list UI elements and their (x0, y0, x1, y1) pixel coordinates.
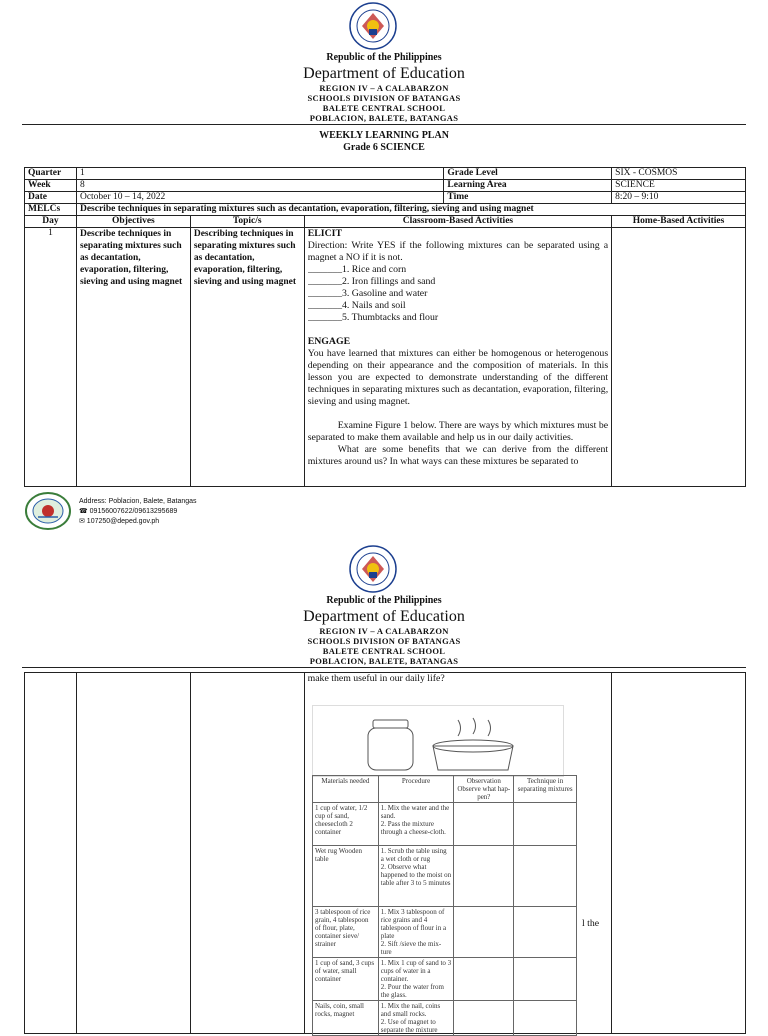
col-classroom: Classroom-Based Activities (304, 216, 611, 228)
location-text-page2: POBLACION, BALETE, BATANGAS (309, 656, 459, 666)
school-logo (24, 491, 72, 531)
figure-procedure: 1. Mix 3 tablespoon of rice grains and 4 tablespoon of flour in a plate 2. Sift /sieve the mix-ture (378, 907, 454, 958)
area-value: SCIENCE (612, 180, 746, 192)
figure-header: Procedure (378, 776, 454, 803)
figure-procedure: 1. Scrub the table using a wet cloth or rug 2. Observe what happened to the moist on table after 3 to 5 minutes (378, 846, 454, 907)
school-text-page2: BALETE CENTRAL SCHOOL (322, 646, 446, 656)
time-value: 8:20 – 9:10 (612, 192, 746, 204)
figure-materials: Wet rug Wooden table (313, 846, 379, 907)
engage-paragraph: What are some benefits that we can derive from the different mixtures around us? In what ways can these mixtures be separated to (307, 444, 609, 467)
topics-cell-continued (190, 673, 304, 1034)
figure-observation (454, 846, 514, 907)
elicit-item: _______1. Rice and corn (307, 264, 407, 275)
date-value: October 10 – 14, 2022 (76, 192, 443, 204)
footer-email: ✉ 107250@deped.gov.ph (79, 518, 160, 525)
figure-technique (514, 958, 577, 1001)
figure-materials: Nails, coin, small rocks, magnet (313, 1001, 379, 1036)
figure-materials: 1 cup of water, 1/2 cup of sand, cheesecloth 2 container (313, 803, 379, 846)
republic-text-page2: Republic of the Philippines (326, 595, 442, 606)
area-label: Learning Area (444, 180, 612, 192)
time-label: Time (444, 192, 612, 204)
figure-observation (454, 958, 514, 1001)
location-text: POBLACION, BALETE, BATANGAS (309, 113, 459, 123)
day-cell-continued (25, 673, 77, 1034)
engage-paragraph: Examine Figure 1 below. There are ways by which mixtures must be separated to make them available and help us in our daily activities. (307, 420, 609, 443)
engage-title: ENGAGE (307, 336, 351, 347)
quarter-value: 1 (76, 168, 443, 180)
week-value: 8 (76, 180, 443, 192)
objectives-cell-continued (76, 673, 190, 1034)
elicit-title: ELICIT (307, 228, 342, 239)
figure-technique (514, 1001, 577, 1036)
figure-technique (514, 846, 577, 907)
week-label: Week (25, 180, 77, 192)
plan-table (24, 167, 746, 487)
figure-materials: 1 cup of sand, 3 cups of water, small container (313, 958, 379, 1001)
deped-seal-top (349, 2, 397, 50)
day-cell: 1 (25, 228, 77, 487)
department-title-page2: Department of Education (303, 608, 465, 625)
elicit-item: _______5. Thumbtacks and flour (307, 312, 439, 323)
figure-procedure: 1. Mix 1 cup of sand to 3 cups of water in a container. 2. Pour the water from the glass. (378, 958, 454, 1001)
department-title: Department of Education (303, 65, 465, 82)
figure-technique (514, 907, 577, 958)
melcs-label: MELCs (25, 204, 77, 216)
col-topics: Topic/s (190, 216, 304, 228)
figure-observation (454, 1001, 514, 1036)
side-text: l the (582, 918, 600, 929)
col-home: Home-Based Activities (612, 216, 746, 228)
quarter-label: Quarter (25, 168, 77, 180)
grade-value: SIX - COSMOS (612, 168, 746, 180)
classroom-cell (304, 228, 611, 487)
figure-procedure: 1. Mix the water and the sand. 2. Pass the mixture through a cheese-cloth. (378, 803, 454, 846)
region-text: REGION IV – A CALABARZON (319, 83, 449, 93)
figure-header: Materials needed (313, 776, 379, 803)
grade-label: Grade Level (444, 168, 612, 180)
figure-procedure: 1. Mix the nail, coins and small rocks. 2. Use of magnet to separate the mixture (378, 1001, 454, 1036)
figure-technique (514, 803, 577, 846)
region-text-page2: REGION IV – A CALABARZON (319, 626, 449, 636)
elicit-item: _______2. Iron fillings and sand (307, 276, 436, 287)
deped-seal-page2 (349, 545, 397, 593)
figure-illustration (312, 705, 564, 777)
figure-header: Observation Observe what hap-pen? (454, 776, 514, 803)
col-day: Day (25, 216, 77, 228)
plan-subtitle: Grade 6 SCIENCE (343, 142, 425, 153)
date-label: Date (25, 192, 77, 204)
header-rule-page2 (22, 667, 746, 668)
elicit-direction: Direction: Write YES if the following mixtures can be separated using a magnet a NO if it is not. (307, 240, 609, 263)
republic-text: Republic of the Philippines (326, 52, 442, 63)
melcs-value: Describe techniques in separating mixtures such as decantation, evaporation, filtering, sieving and using magnet (76, 204, 745, 216)
figure-header: Technique in separating mixtures (514, 776, 577, 803)
figure-observation (454, 907, 514, 958)
plan-title: WEEKLY LEARNING PLAN (319, 130, 449, 141)
elicit-item: _______4. Nails and soil (307, 300, 406, 311)
engage-paragraph: You have learned that mixtures can either be homogenous or heterogenous depending on their appearance and the composition of materials. In this lesson you are expected to demonstrate understanding of the different techniques in separating mixtures such as decantation, evaporation, filtering, sieving and using magnet. (307, 348, 609, 407)
school-text: BALETE CENTRAL SCHOOL (322, 103, 446, 113)
footer-address: Address: Poblacion, Balete, Batangas (79, 498, 197, 505)
elicit-item: _______3. Gasoline and water (307, 288, 428, 299)
home-cell (612, 228, 746, 487)
figure-table (312, 775, 577, 1036)
figure-materials: 3 tablespoon of rice grain, 4 tablespoon of flour, plate, container sieve/ strainer (313, 907, 379, 958)
figure-observation (454, 803, 514, 846)
footer-phone: ☎ 09156007622/09613295689 (79, 508, 178, 515)
home-cell-continued (612, 673, 746, 1034)
objectives-cell: Describe techniques in separating mixtures such as decantation, evaporation, filtering, sieving and using magnet (76, 228, 190, 487)
header-rule (22, 124, 746, 125)
col-objectives: Objectives (76, 216, 190, 228)
continued-text: make them useful in our daily life? (307, 673, 445, 684)
division-text: SCHOOLS DIVISION OF BATANGAS (307, 93, 461, 103)
topics-cell: Describing techniques in separating mixtures such as decantation, evaporation, filtering, sieving and using magnet (190, 228, 304, 487)
division-text-page2: SCHOOLS DIVISION OF BATANGAS (307, 636, 461, 646)
